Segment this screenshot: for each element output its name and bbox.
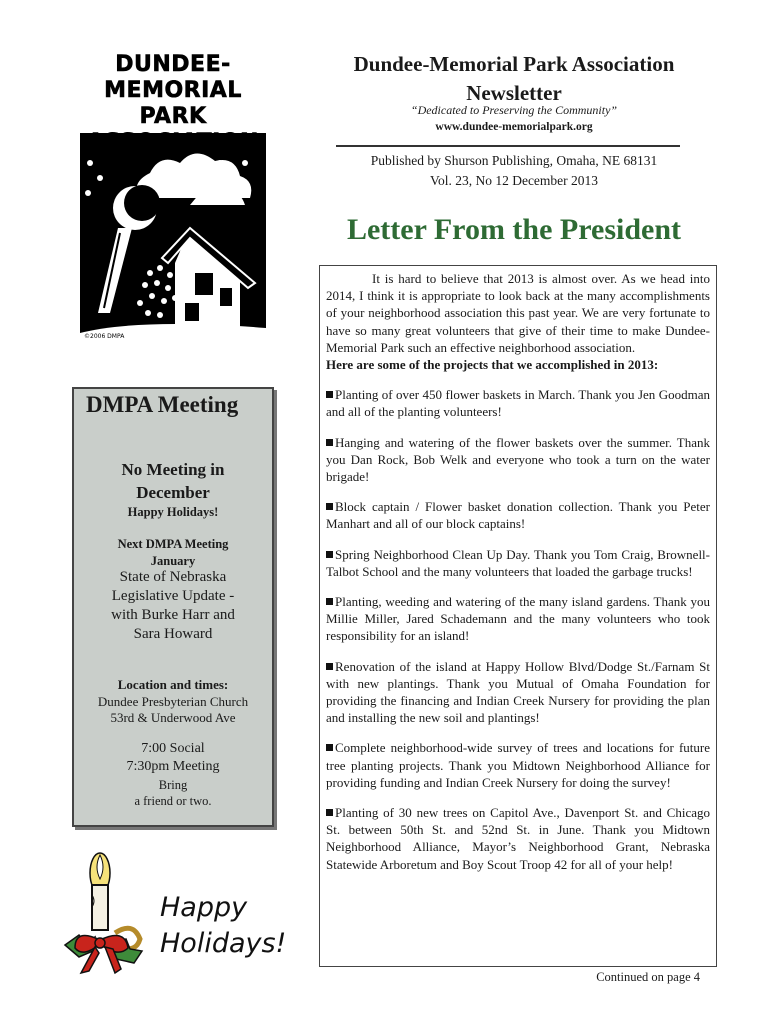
- list-item: [326, 804, 710, 873]
- project-text: Spring Neighborhood Clean Up Day. Thank you Tom Craig, Brownell-Talbot School and the many volunteers that loaded the garbage trucks!: [326, 546, 710, 579]
- header-divider: [336, 145, 680, 147]
- happy-holidays-greeting: [160, 890, 286, 962]
- topic-line-4: Sara Howard: [133, 626, 213, 642]
- bullet-square-icon: [326, 598, 333, 605]
- tagline: “Dedicated to Preserving the Community”: [410, 103, 618, 117]
- next-meeting-line-1: Next DMPA Meeting: [117, 537, 229, 551]
- project-text: Complete neighborhood-wide survey of trees and locations for future tree planting projects. Thank you Midtown Neighborhood Alliance for providing funding and Indian Creek Nursery for doing the survey!: [326, 740, 710, 790]
- candle-icon: [55, 845, 150, 975]
- no-meeting-line-2: December: [136, 483, 210, 502]
- bullet-square-icon: [326, 503, 333, 510]
- topic-line-2: Legislative Update -: [111, 588, 235, 604]
- publisher-line: Published by Shurson Publishing, Omaha, NE 68131: [370, 153, 658, 168]
- bullet-square-icon: [326, 809, 333, 816]
- project-text: Hanging and watering of the flower baskets over the summer. Thank you Dan Rock, Bob Welk and everyone who took a turn on the water brigade!: [326, 434, 710, 485]
- project-text: Planting, weeding and watering of the many island gardens. Thank you Millie Miller, Jared Schademann and the many volunteers who took responsibility for an island!: [326, 594, 710, 644]
- project-text: Planting of 30 new trees on Capitol Ave., Davenport St. and Chicago St. between 50th St. and 52nd St. in June. Thank you Midtown Neighborhood Alliance, Mayor’s Neighborhood Grant, Nebraska Statewide Arboretum and Boy Scout Troop 42 for all of your help!: [326, 805, 710, 872]
- bullet-square-icon: [326, 744, 333, 751]
- greeting-line-1: Happy: [160, 892, 248, 923]
- list-item: [326, 434, 710, 486]
- meeting-time: 7:30pm Meeting: [126, 759, 220, 774]
- next-meeting-label: [74, 536, 272, 570]
- logo-line-1: DUNDEE-: [115, 52, 231, 77]
- list-item: [326, 658, 710, 727]
- continued-note: Continued on page 4: [596, 970, 700, 984]
- website-link[interactable]: www.dundee-memorialpark.org: [435, 121, 593, 133]
- title-line-1: Dundee-Memorial Park Association: [353, 52, 675, 76]
- meeting-heading: DMPA Meeting: [86, 392, 239, 417]
- holiday-note: Happy Holidays!: [127, 505, 219, 519]
- meeting-topic: [74, 568, 272, 644]
- topic-line-3: with Burke Harr and: [111, 607, 235, 623]
- bullet-square-icon: [326, 663, 333, 670]
- list-item: [326, 593, 710, 645]
- title-line-2: Newsletter: [466, 81, 562, 105]
- newsletter-title: [330, 50, 698, 108]
- location-label: Location and times:: [117, 677, 229, 692]
- list-item: [326, 739, 710, 791]
- project-text: Block captain / Flower basket donation collection. Thank you Peter Manhart and all of our block captains!: [326, 499, 710, 532]
- bullet-square-icon: [326, 439, 333, 446]
- bullet-square-icon: [326, 391, 333, 398]
- letter-heading: Letter From the President: [346, 213, 682, 246]
- list-item: [326, 498, 710, 532]
- location-line-2: 53rd & Underwood Ave: [110, 710, 236, 725]
- volume-line: Vol. 23, No 12 December 2013: [429, 173, 599, 188]
- art-credit: ©2006 DMPA: [84, 333, 125, 340]
- no-meeting-line-1: No Meeting in: [121, 460, 225, 479]
- list-item: [326, 546, 710, 580]
- location-line-1: Dundee Presbyterian Church: [97, 694, 249, 709]
- bring-line-1: Bring: [158, 778, 188, 792]
- letter-intro: It is hard to believe that 2013 is almost over. As we head into 2014, I think it is appropriate to look back at the many accomplishments of your neighborhood association this past year. We are very fortunate to have so many great volunteers that give of their time to make Dundee-Memorial Park such an effective neighborhood association.: [326, 271, 710, 355]
- logo-line-2: MEMORIAL PARK: [104, 78, 242, 129]
- no-meeting-notice: [74, 458, 272, 504]
- list-item: [326, 386, 710, 420]
- bullet-square-icon: [326, 551, 333, 558]
- greeting-line-2: Holidays!: [160, 928, 287, 959]
- letter-body: [326, 270, 710, 873]
- bring-line-2: a friend or two.: [134, 794, 212, 808]
- topic-line-1: State of Nebraska: [119, 569, 227, 585]
- social-time: 7:00 Social: [141, 741, 205, 756]
- park-illustration: [80, 133, 266, 343]
- project-text: Renovation of the island at Happy Hollow Blvd/Dodge St./Farnam St with new plantings. Thank you Mutual of Omaha Foundation for providing the financing and Indian Creek Nursery for providing the plan and installing the new soil and plantings!: [326, 658, 710, 726]
- projects-intro: Here are some of the projects that we accomplished in 2013:: [326, 357, 659, 373]
- project-text: Planting of over 450 flower baskets in March. Thank you Jen Goodman and all of the planting volunteers!: [326, 387, 710, 420]
- next-meeting-line-2: January: [150, 554, 196, 568]
